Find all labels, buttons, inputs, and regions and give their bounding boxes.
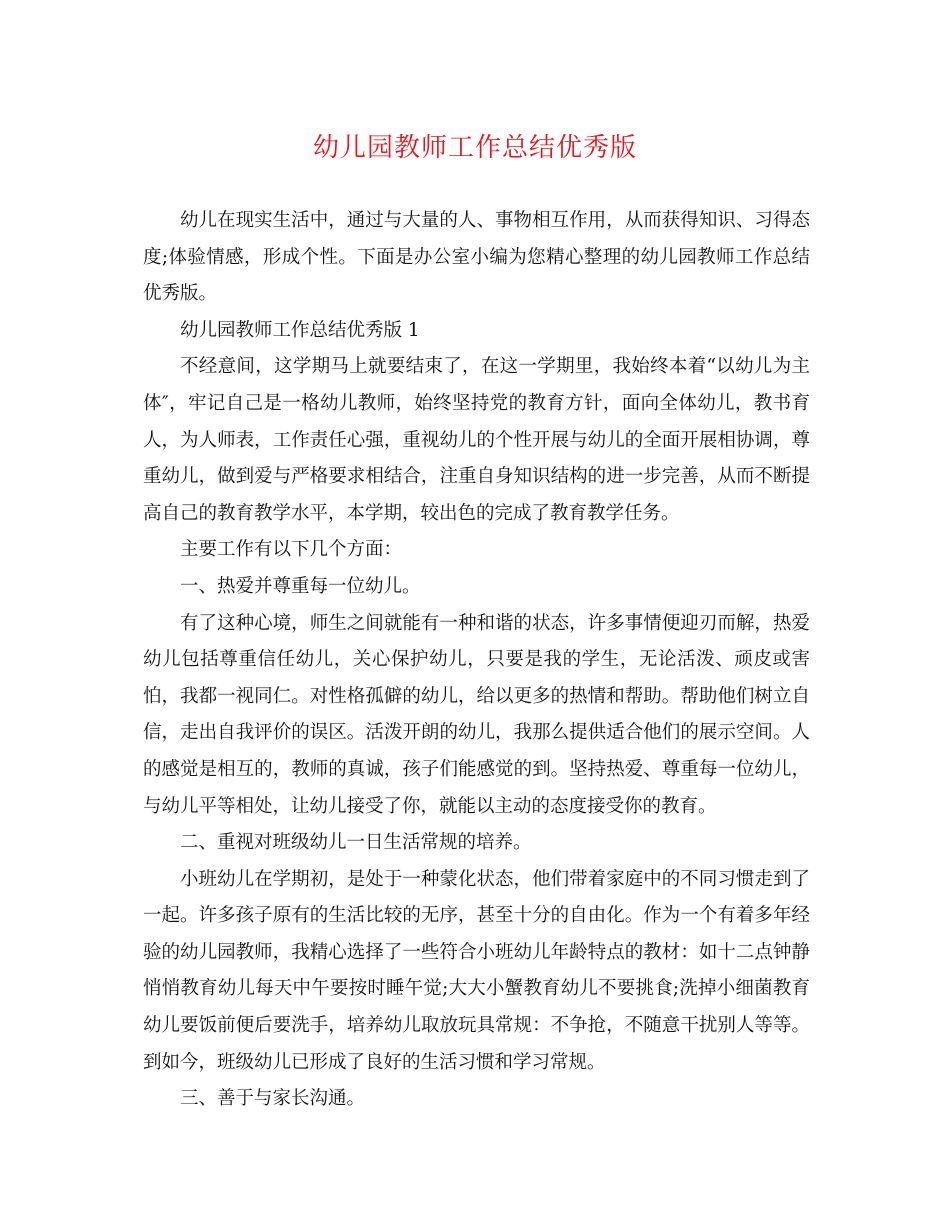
body-paragraph: 不经意间，这学期马上就要结束了，在这一学期里，我始终本着“以幼儿为主体″，牢记自己是一格幼儿教师，始终坚持党的教育方针，面向全体幼儿，教书育人，为人师表，工作责任心强，重视幼儿的个性开展与幼儿的全面开展相协调，尊重幼儿，做到爱与严格要求相结合，注重自身知识结构的进一步完善，从而不断提高自己的教育教学水平，本学期，较出色的完成了教育教学任务。 bbox=[143, 356, 810, 524]
body-paragraph: 主要工作有以下几个方面： bbox=[180, 539, 403, 561]
document-body bbox=[143, 203, 810, 1118]
point-heading-3: 三、善于与家长沟通。 bbox=[180, 1088, 366, 1110]
section-heading: 幼儿园教师工作总结优秀版 1 bbox=[180, 319, 420, 341]
intro-paragraph: 幼儿在现实生活中，通过与大量的人、事物相互作用，从而获得知识、习得态度;体验情感，形成个性。下面是办公室小编为您精心整理的幼儿园教师工作总结优秀版。 bbox=[143, 210, 810, 305]
document-title: 幼儿园教师工作总结优秀版 bbox=[312, 133, 637, 163]
point-heading-2: 二、重视对班级幼儿一日生活常规的培养。 bbox=[180, 832, 532, 854]
body-paragraph: 有了这种心境，师生之间就能有一种和谐的状态，许多事情便迎刃而解，热爱幼儿包括尊重信任幼儿，关心保护幼儿，只要是我的学生，无论活泼、顽皮或害怕，我都一视同仁。对性格孤僻的幼儿，给以更多的热情和帮助。帮助他们树立自信，走出自我评价的误区。活泼开朗的幼儿，我那么提供适合他们的展示空间。人的感觉是相互的，教师的真诚，孩子们能感觉的到。坚持热爱、尊重每一位幼儿，与幼儿平等相处，让幼儿接受了你，就能以主动的态度接受你的教育。 bbox=[143, 612, 810, 817]
point-heading-1: 一、热爱并尊重每一位幼儿。 bbox=[180, 575, 421, 597]
body-paragraph: 小班幼儿在学期初，是处于一种蒙化状态，他们带着家庭中的不同习惯走到了一起。许多孩子原有的生活比较的无序，甚至十分的自由化。作为一个有着多年经验的幼儿园教师，我精心选择了一些符合小班幼儿年龄特点的教材：如十二点钟静悄悄教育幼儿每天中午要按时睡午觉;大大小蟹教育幼儿不要挑食;洗掉小细菌教育幼儿要饭前便后要洗手，培养幼儿取放玩具常规：不争抢，不随意干扰别人等等。到如今，班级幼儿已形成了良好的生活习惯和学习常规。 bbox=[143, 868, 810, 1073]
